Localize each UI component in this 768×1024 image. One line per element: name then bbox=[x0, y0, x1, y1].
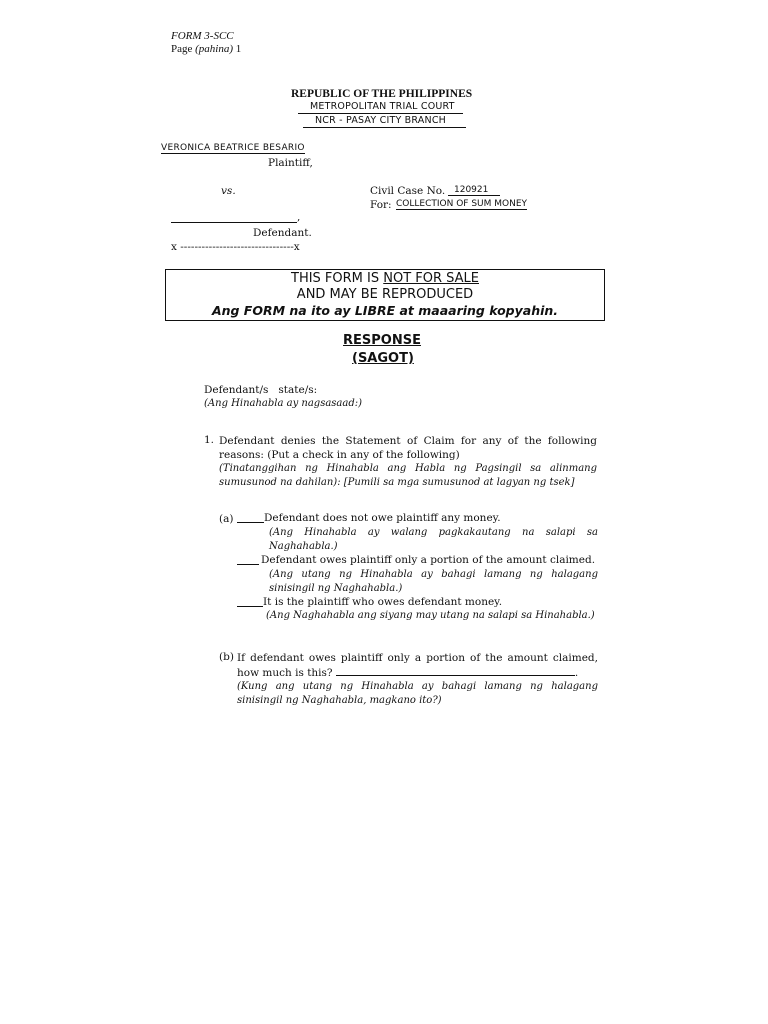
republic-heading: REPUBLIC OF THE PHILIPPINES bbox=[291, 88, 473, 100]
court-name: METROPOLITAN TRIAL COURT bbox=[298, 101, 463, 114]
item-1-text: Defendant denies the Statement of Claim for any of the following reasons: (Put a check in any of the following) bbox=[219, 435, 597, 461]
option-a2-text: Defendant owes plaintiff only a portion of the amount claimed. bbox=[261, 554, 596, 566]
for-label: For: bbox=[370, 199, 392, 211]
part-b-period: . bbox=[574, 667, 579, 679]
plaintiff-name: VERONICA BEATRICE BESARIO bbox=[161, 143, 305, 153]
page-label-translation: (pahina) bbox=[195, 43, 234, 55]
page-number: 1 bbox=[235, 43, 242, 55]
item-1-translation: (Tinatanggihan ng Hinahabla ang Habla ng Pagsingil sa alinmang sumusunod na dahilan): [Pumili sa mga sumusunod at lagyan ng tsek] bbox=[219, 463, 597, 488]
amount-blank[interactable] bbox=[336, 665, 575, 676]
response-subtitle: (SAGOT) bbox=[352, 351, 414, 366]
option-a2-translation: (Ang utang ng Hinahabla ay bahagi lamang ng halagang sinisingil ng Naghahabla.) bbox=[269, 569, 598, 594]
notice-line-2: AND MAY BE REPRODUCED bbox=[296, 287, 474, 302]
case-no-label: Civil Case No. bbox=[370, 185, 446, 197]
form-id: FORM 3-SCC bbox=[171, 30, 234, 42]
court-branch: NCR - PASAY CITY BRANCH bbox=[303, 115, 466, 128]
notice-line-1 bbox=[166, 271, 604, 287]
option-a3-translation: (Ang Naghahabla ang siyang may utang na salapi sa Hinahabla.) bbox=[266, 610, 595, 621]
option-a3-text: It is the plaintiff who owes defendant money. bbox=[263, 596, 503, 608]
notice-line-1-text: THIS FORM IS bbox=[291, 271, 384, 286]
defendant-label: Defendant. bbox=[253, 227, 312, 239]
for-value: COLLECTION OF SUM MONEY bbox=[396, 199, 528, 209]
defendant-comma: , bbox=[297, 211, 301, 223]
page-label: Page bbox=[171, 43, 193, 55]
item-1-number: 1. bbox=[204, 434, 215, 446]
part-b-label: (b) bbox=[219, 651, 234, 663]
not-for-sale-notice bbox=[165, 269, 605, 321]
response-title: RESPONSE bbox=[343, 333, 421, 348]
defendant-name-line bbox=[171, 222, 297, 223]
intro-text: Defendant/s state/s: bbox=[204, 384, 318, 396]
caption-separator: x --------------------------------x bbox=[171, 241, 300, 253]
vs-label: vs. bbox=[221, 185, 236, 197]
notice-line-3: Ang FORM na ito ay LIBRE at maaaring kopyahin. bbox=[211, 303, 559, 318]
part-b-text: If defendant owes plaintiff only a portion of the amount claimed, how much is this? bbox=[237, 652, 598, 679]
part-b-translation: (Kung ang utang ng Hinahabla ay bahagi lamang ng halagang sinisingil ng Naghahabla, magkano ito?) bbox=[237, 681, 598, 706]
checkbox-line-a1[interactable] bbox=[237, 522, 264, 523]
case-no-value: 120921 bbox=[448, 185, 500, 196]
plaintiff-label: Plaintiff, bbox=[268, 157, 313, 169]
checkbox-line-a3[interactable] bbox=[237, 606, 263, 607]
part-b-question bbox=[237, 651, 598, 680]
page-indicator bbox=[171, 43, 241, 55]
notice-not-for-sale: NOT FOR SALE bbox=[383, 271, 479, 286]
option-a1-text: Defendant does not owe plaintiff any money. bbox=[264, 512, 501, 524]
intro-translation: (Ang Hinahabla ay nagsasaad:) bbox=[204, 398, 363, 409]
part-a-label: (a) bbox=[219, 513, 234, 525]
checkbox-line-a2[interactable] bbox=[237, 564, 259, 565]
option-a1-translation: (Ang Hinahabla ay walang pagkakautang na salapi sa Naghahabla.) bbox=[269, 527, 598, 552]
